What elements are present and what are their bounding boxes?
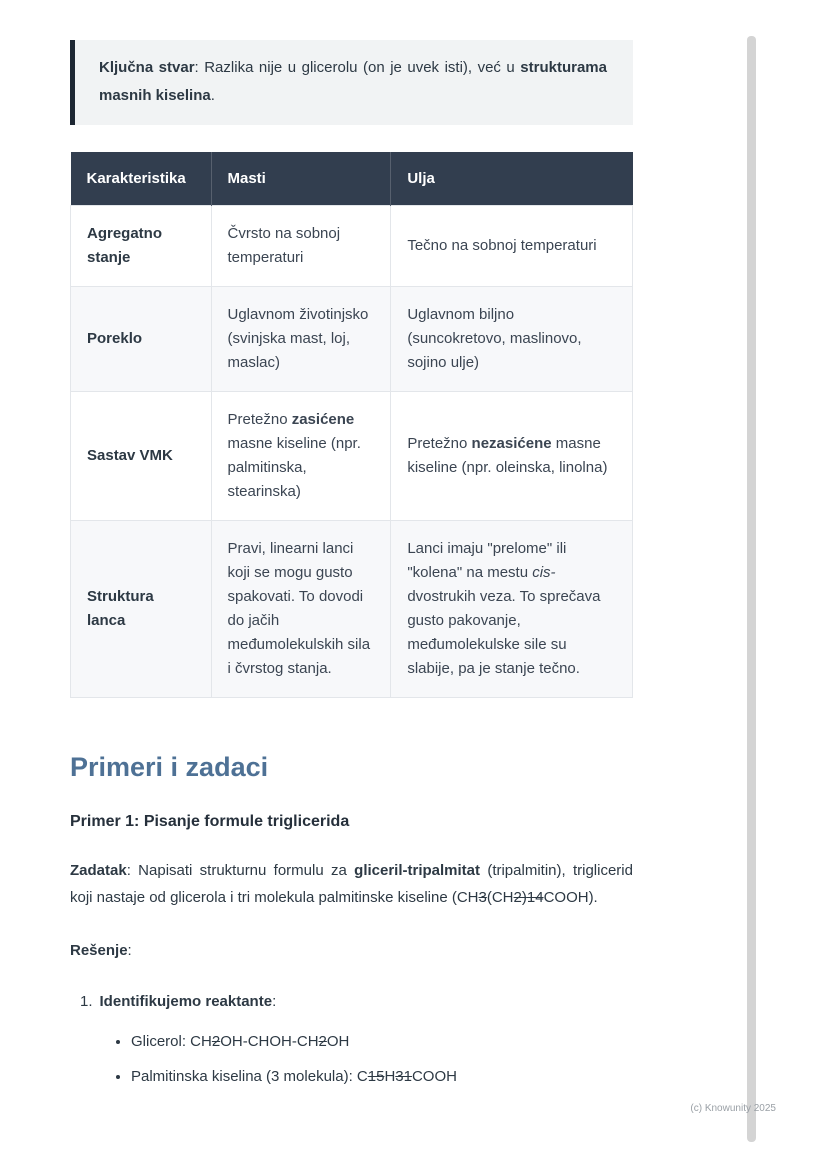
bullet-item-palmitinska: • Palmitinska kiselina (3 molekula): C15H31COOH [131, 1065, 633, 1089]
table-header-ulja: Ulja [391, 152, 633, 206]
table-row [71, 392, 633, 521]
list-item-text: Identifikujemo reaktante: [99, 993, 277, 1010]
table-header-masti: Masti [211, 152, 391, 206]
comparison-table [70, 152, 633, 698]
table-cell: Tečno na sobnoj temperaturi [391, 206, 633, 287]
table-header-karakteristika: Karakteristika [71, 152, 212, 206]
bullet-list [80, 1030, 633, 1089]
comparison-table-body [71, 206, 633, 698]
row-label-cell: Struktura lanca [71, 521, 212, 698]
table-row [71, 206, 633, 287]
zadatak-paragraph: Zadatak: Napisati strukturnu formulu za gliceril-tripalmitat (tripalmitin), triglicerid koji nastaje od glicerola i tri molekula palmitinske kiseline (CH3(CH2)14COOH). [70, 862, 633, 906]
table-cell: Uglavnom biljno (suncokretovo, maslinovo, sojino ulje) [391, 287, 633, 392]
row-label-cell: Sastav VMK [71, 392, 212, 521]
table-row [71, 521, 633, 698]
table-cell: Lanci imaju "prelome" ili "kolena" na mestu cis-dvostrukih veza. To sprečava gusto pakovanje, međumolekulske sile su slabije, pa je stanje tečno. [391, 521, 633, 698]
table-cell: Uglavnom životinjsko (svinjska mast, loj, maslac) [211, 287, 391, 392]
document-content [70, 40, 633, 1100]
list-item-number: 1. [80, 993, 93, 1010]
callout-text: Ključna stvar: Razlika nije u glicerolu (on je uvek isti), već u strukturama masnih kiselina. [99, 59, 607, 104]
row-label-cell: Poreklo [71, 287, 212, 392]
resenje-label: Rešenje: [70, 942, 132, 959]
example-heading: Primer 1: Pisanje formule triglicerida [70, 813, 350, 830]
row-label-cell: Agregatno stanje [71, 206, 212, 287]
table-header-row [71, 152, 633, 206]
scrollbar[interactable] [747, 36, 756, 1142]
table-cell: Pretežno nezasićene masne kiseline (npr. oleinska, linolna) [391, 392, 633, 521]
copyright-text: (c) Knowunity 2025 [690, 1103, 776, 1114]
key-point-callout [70, 40, 633, 125]
table-cell: Pravi, linearni lanci koji se mogu gusto spakovati. To dovodi do jačih međumolekulskih sila i čvrstog stanja. [211, 521, 391, 698]
table-row [71, 287, 633, 392]
table-cell: Pretežno zasićene masne kiseline (npr. palmitinska, stearinska) [211, 392, 391, 521]
numbered-list-item [80, 990, 633, 1014]
bullet-item-glicerol: • Glicerol: CH2OH-CHOH-CH2OH [131, 1030, 633, 1054]
section-heading: Primeri i zadaci [70, 752, 269, 782]
numbered-list [70, 990, 633, 1089]
table-cell: Čvrsto na sobnoj temperaturi [211, 206, 391, 287]
